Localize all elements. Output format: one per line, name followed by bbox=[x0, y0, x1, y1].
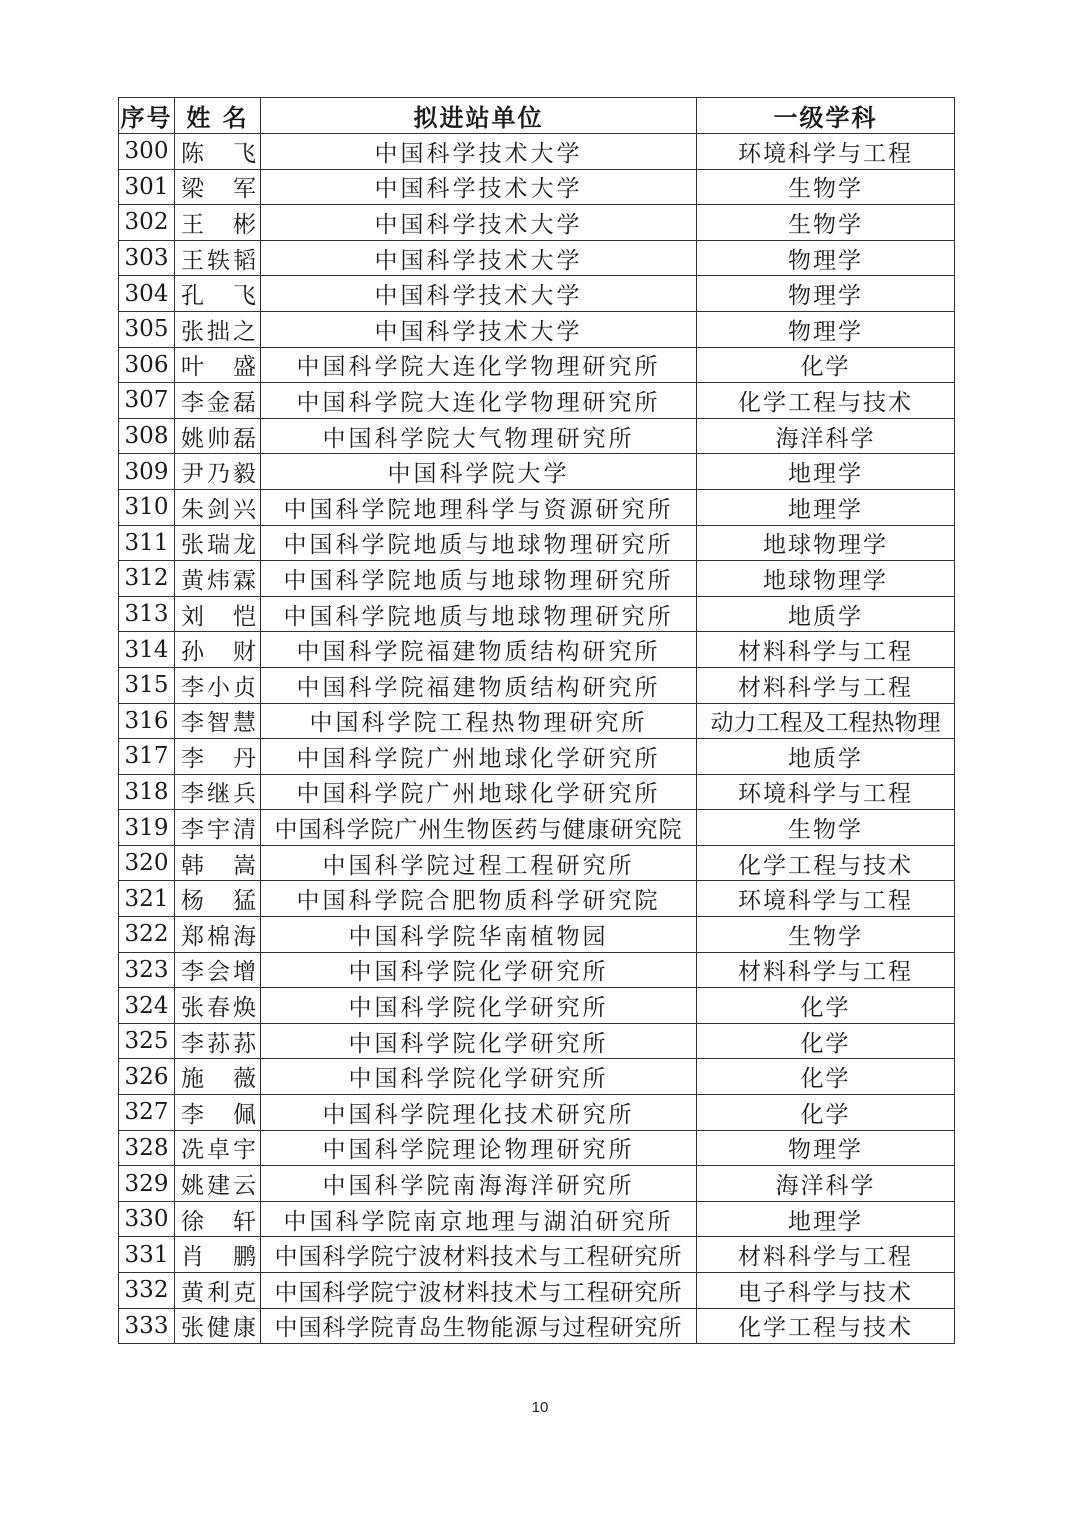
table-row bbox=[119, 810, 955, 846]
row-unit: 中国科学院青岛生物能源与过程研究所 bbox=[261, 1308, 697, 1344]
row-subject: 生物学 bbox=[697, 917, 955, 953]
table-row bbox=[119, 311, 955, 347]
row-seq: 318 bbox=[119, 774, 175, 810]
table-row bbox=[119, 667, 955, 703]
row-seq: 325 bbox=[119, 1023, 175, 1059]
row-name: 李宇清 bbox=[175, 810, 261, 846]
table-row bbox=[119, 1166, 955, 1202]
row-unit: 中国科学院福建物质结构研究所 bbox=[261, 632, 697, 668]
row-seq: 332 bbox=[119, 1273, 175, 1309]
row-seq: 307 bbox=[119, 383, 175, 419]
candidate-table bbox=[118, 97, 955, 1344]
row-seq: 321 bbox=[119, 881, 175, 917]
row-name: 张健康 bbox=[175, 1308, 261, 1344]
table-row bbox=[119, 917, 955, 953]
table-row bbox=[119, 525, 955, 561]
row-seq: 313 bbox=[119, 596, 175, 632]
row-seq: 330 bbox=[119, 1201, 175, 1237]
row-seq: 311 bbox=[119, 525, 175, 561]
row-name: 李继兵 bbox=[175, 774, 261, 810]
row-name: 李荪荪 bbox=[175, 1023, 261, 1059]
row-seq: 302 bbox=[119, 205, 175, 241]
row-name: 叶 盛 bbox=[175, 347, 261, 383]
row-unit: 中国科学院地质与地球物理研究所 bbox=[261, 525, 697, 561]
row-unit: 中国科学院化学研究所 bbox=[261, 1059, 697, 1095]
table-row bbox=[119, 739, 955, 775]
row-subject: 地理学 bbox=[697, 454, 955, 490]
row-unit: 中国科学院大学 bbox=[261, 454, 697, 490]
row-unit: 中国科学院理论物理研究所 bbox=[261, 1130, 697, 1166]
row-subject: 海洋科学 bbox=[697, 418, 955, 454]
row-name: 张拙之 bbox=[175, 311, 261, 347]
header-name: 姓 名 bbox=[175, 98, 261, 134]
row-name: 韩 嵩 bbox=[175, 845, 261, 881]
table-body bbox=[119, 134, 955, 1344]
table-row bbox=[119, 703, 955, 739]
row-name: 杨 猛 bbox=[175, 881, 261, 917]
table-row bbox=[119, 774, 955, 810]
table-row bbox=[119, 169, 955, 205]
table-row bbox=[119, 632, 955, 668]
row-seq: 319 bbox=[119, 810, 175, 846]
row-unit: 中国科学院地理科学与资源研究所 bbox=[261, 489, 697, 525]
row-subject: 材料科学与工程 bbox=[697, 667, 955, 703]
row-unit: 中国科学院化学研究所 bbox=[261, 952, 697, 988]
row-name: 李 丹 bbox=[175, 739, 261, 775]
row-subject: 材料科学与工程 bbox=[697, 1237, 955, 1273]
row-seq: 316 bbox=[119, 703, 175, 739]
row-subject: 化学工程与技术 bbox=[697, 845, 955, 881]
row-seq: 329 bbox=[119, 1166, 175, 1202]
row-name: 施 薇 bbox=[175, 1059, 261, 1095]
row-subject: 动力工程及工程热物理 bbox=[697, 703, 955, 739]
row-subject: 化学 bbox=[697, 347, 955, 383]
row-subject: 物理学 bbox=[697, 1130, 955, 1166]
row-seq: 328 bbox=[119, 1130, 175, 1166]
row-name: 黄炜霖 bbox=[175, 561, 261, 597]
table-row bbox=[119, 383, 955, 419]
table-row bbox=[119, 881, 955, 917]
row-unit: 中国科学院化学研究所 bbox=[261, 1023, 697, 1059]
table-row bbox=[119, 1095, 955, 1131]
row-subject: 物理学 bbox=[697, 240, 955, 276]
row-subject: 地质学 bbox=[697, 596, 955, 632]
row-unit: 中国科学院理化技术研究所 bbox=[261, 1095, 697, 1131]
row-subject: 地球物理学 bbox=[697, 561, 955, 597]
row-name: 姚建云 bbox=[175, 1166, 261, 1202]
row-unit: 中国科学院地质与地球物理研究所 bbox=[261, 596, 697, 632]
row-seq: 327 bbox=[119, 1095, 175, 1131]
row-subject: 环境科学与工程 bbox=[697, 134, 955, 170]
table-row bbox=[119, 596, 955, 632]
row-subject: 环境科学与工程 bbox=[697, 774, 955, 810]
header-seq: 序号 bbox=[119, 98, 175, 134]
row-name: 徐 轩 bbox=[175, 1201, 261, 1237]
row-name: 王 彬 bbox=[175, 205, 261, 241]
row-unit: 中国科学院华南植物园 bbox=[261, 917, 697, 953]
row-name: 李小贞 bbox=[175, 667, 261, 703]
row-subject: 生物学 bbox=[697, 810, 955, 846]
table-row bbox=[119, 1237, 955, 1273]
page-number: 10 bbox=[531, 1399, 549, 1416]
row-name: 孙 财 bbox=[175, 632, 261, 668]
table-row bbox=[119, 845, 955, 881]
row-unit: 中国科学技术大学 bbox=[261, 169, 697, 205]
row-seq: 304 bbox=[119, 276, 175, 312]
row-unit: 中国科学技术大学 bbox=[261, 205, 697, 241]
row-unit: 中国科学技术大学 bbox=[261, 276, 697, 312]
row-seq: 323 bbox=[119, 952, 175, 988]
row-unit: 中国科学院地质与地球物理研究所 bbox=[261, 561, 697, 597]
row-subject: 材料科学与工程 bbox=[697, 952, 955, 988]
row-subject: 环境科学与工程 bbox=[697, 881, 955, 917]
row-subject: 化学 bbox=[697, 1095, 955, 1131]
row-unit: 中国科学院化学研究所 bbox=[261, 988, 697, 1024]
row-subject: 物理学 bbox=[697, 276, 955, 312]
row-seq: 312 bbox=[119, 561, 175, 597]
row-unit: 中国科学院南海海洋研究所 bbox=[261, 1166, 697, 1202]
row-seq: 315 bbox=[119, 667, 175, 703]
row-name: 肖 鹏 bbox=[175, 1237, 261, 1273]
row-name: 梁 军 bbox=[175, 169, 261, 205]
row-unit: 中国科学院大气物理研究所 bbox=[261, 418, 697, 454]
table-row bbox=[119, 1059, 955, 1095]
row-unit: 中国科学院宁波材料技术与工程研究所 bbox=[261, 1273, 697, 1309]
row-seq: 320 bbox=[119, 845, 175, 881]
table-row bbox=[119, 347, 955, 383]
row-subject: 化学 bbox=[697, 1023, 955, 1059]
row-name: 张春焕 bbox=[175, 988, 261, 1024]
row-name: 刘 恺 bbox=[175, 596, 261, 632]
row-subject: 地球物理学 bbox=[697, 525, 955, 561]
header-subject: 一级学科 bbox=[697, 98, 955, 134]
row-name: 冼卓宇 bbox=[175, 1130, 261, 1166]
table-row bbox=[119, 561, 955, 597]
row-unit: 中国科学院福建物质结构研究所 bbox=[261, 667, 697, 703]
table-row bbox=[119, 489, 955, 525]
row-unit: 中国科学技术大学 bbox=[261, 311, 697, 347]
table-row bbox=[119, 276, 955, 312]
row-name: 李 佩 bbox=[175, 1095, 261, 1131]
row-unit: 中国科学院工程热物理研究所 bbox=[261, 703, 697, 739]
row-subject: 地理学 bbox=[697, 489, 955, 525]
row-unit: 中国科学院宁波材料技术与工程研究所 bbox=[261, 1237, 697, 1273]
row-seq: 310 bbox=[119, 489, 175, 525]
table-row bbox=[119, 454, 955, 490]
row-subject: 化学 bbox=[697, 988, 955, 1024]
row-name: 朱剑兴 bbox=[175, 489, 261, 525]
row-unit: 中国科学技术大学 bbox=[261, 240, 697, 276]
row-seq: 317 bbox=[119, 739, 175, 775]
row-name: 黄利克 bbox=[175, 1273, 261, 1309]
table-row bbox=[119, 418, 955, 454]
header-unit: 拟进站单位 bbox=[261, 98, 697, 134]
row-unit: 中国科学院大连化学物理研究所 bbox=[261, 347, 697, 383]
row-seq: 303 bbox=[119, 240, 175, 276]
row-subject: 生物学 bbox=[697, 169, 955, 205]
table-row bbox=[119, 1023, 955, 1059]
row-seq: 331 bbox=[119, 1237, 175, 1273]
row-seq: 314 bbox=[119, 632, 175, 668]
table-row bbox=[119, 1201, 955, 1237]
row-seq: 301 bbox=[119, 169, 175, 205]
row-subject: 电子科学与技术 bbox=[697, 1273, 955, 1309]
row-seq: 333 bbox=[119, 1308, 175, 1344]
row-name: 姚帅磊 bbox=[175, 418, 261, 454]
table-row bbox=[119, 1308, 955, 1344]
table-row bbox=[119, 952, 955, 988]
row-name: 李智慧 bbox=[175, 703, 261, 739]
row-unit: 中国科学技术大学 bbox=[261, 134, 697, 170]
table-row bbox=[119, 240, 955, 276]
row-seq: 326 bbox=[119, 1059, 175, 1095]
row-unit: 中国科学院广州地球化学研究所 bbox=[261, 739, 697, 775]
row-unit: 中国科学院大连化学物理研究所 bbox=[261, 383, 697, 419]
row-subject: 地质学 bbox=[697, 739, 955, 775]
row-seq: 308 bbox=[119, 418, 175, 454]
row-seq: 306 bbox=[119, 347, 175, 383]
row-seq: 305 bbox=[119, 311, 175, 347]
row-unit: 中国科学院广州生物医药与健康研究院 bbox=[261, 810, 697, 846]
table-row bbox=[119, 205, 955, 241]
table-header-row bbox=[119, 98, 955, 134]
row-subject: 化学工程与技术 bbox=[697, 1308, 955, 1344]
row-unit: 中国科学院合肥物质科学研究院 bbox=[261, 881, 697, 917]
row-name: 郑棉海 bbox=[175, 917, 261, 953]
row-subject: 化学工程与技术 bbox=[697, 383, 955, 419]
row-name: 张瑞龙 bbox=[175, 525, 261, 561]
row-subject: 物理学 bbox=[697, 311, 955, 347]
row-unit: 中国科学院南京地理与湖泊研究所 bbox=[261, 1201, 697, 1237]
row-seq: 324 bbox=[119, 988, 175, 1024]
table-row bbox=[119, 134, 955, 170]
row-name: 尹乃毅 bbox=[175, 454, 261, 490]
row-unit: 中国科学院过程工程研究所 bbox=[261, 845, 697, 881]
row-name: 李会增 bbox=[175, 952, 261, 988]
row-name: 孔 飞 bbox=[175, 276, 261, 312]
row-name: 陈 飞 bbox=[175, 134, 261, 170]
row-subject: 地理学 bbox=[697, 1201, 955, 1237]
table-row bbox=[119, 1273, 955, 1309]
row-subject: 海洋科学 bbox=[697, 1166, 955, 1202]
row-subject: 生物学 bbox=[697, 205, 955, 241]
row-seq: 309 bbox=[119, 454, 175, 490]
row-name: 王轶韬 bbox=[175, 240, 261, 276]
row-subject: 化学 bbox=[697, 1059, 955, 1095]
row-name: 李金磊 bbox=[175, 383, 261, 419]
row-subject: 材料科学与工程 bbox=[697, 632, 955, 668]
row-seq: 322 bbox=[119, 917, 175, 953]
row-unit: 中国科学院广州地球化学研究所 bbox=[261, 774, 697, 810]
table-row bbox=[119, 988, 955, 1024]
table-row bbox=[119, 1130, 955, 1166]
row-seq: 300 bbox=[119, 134, 175, 170]
